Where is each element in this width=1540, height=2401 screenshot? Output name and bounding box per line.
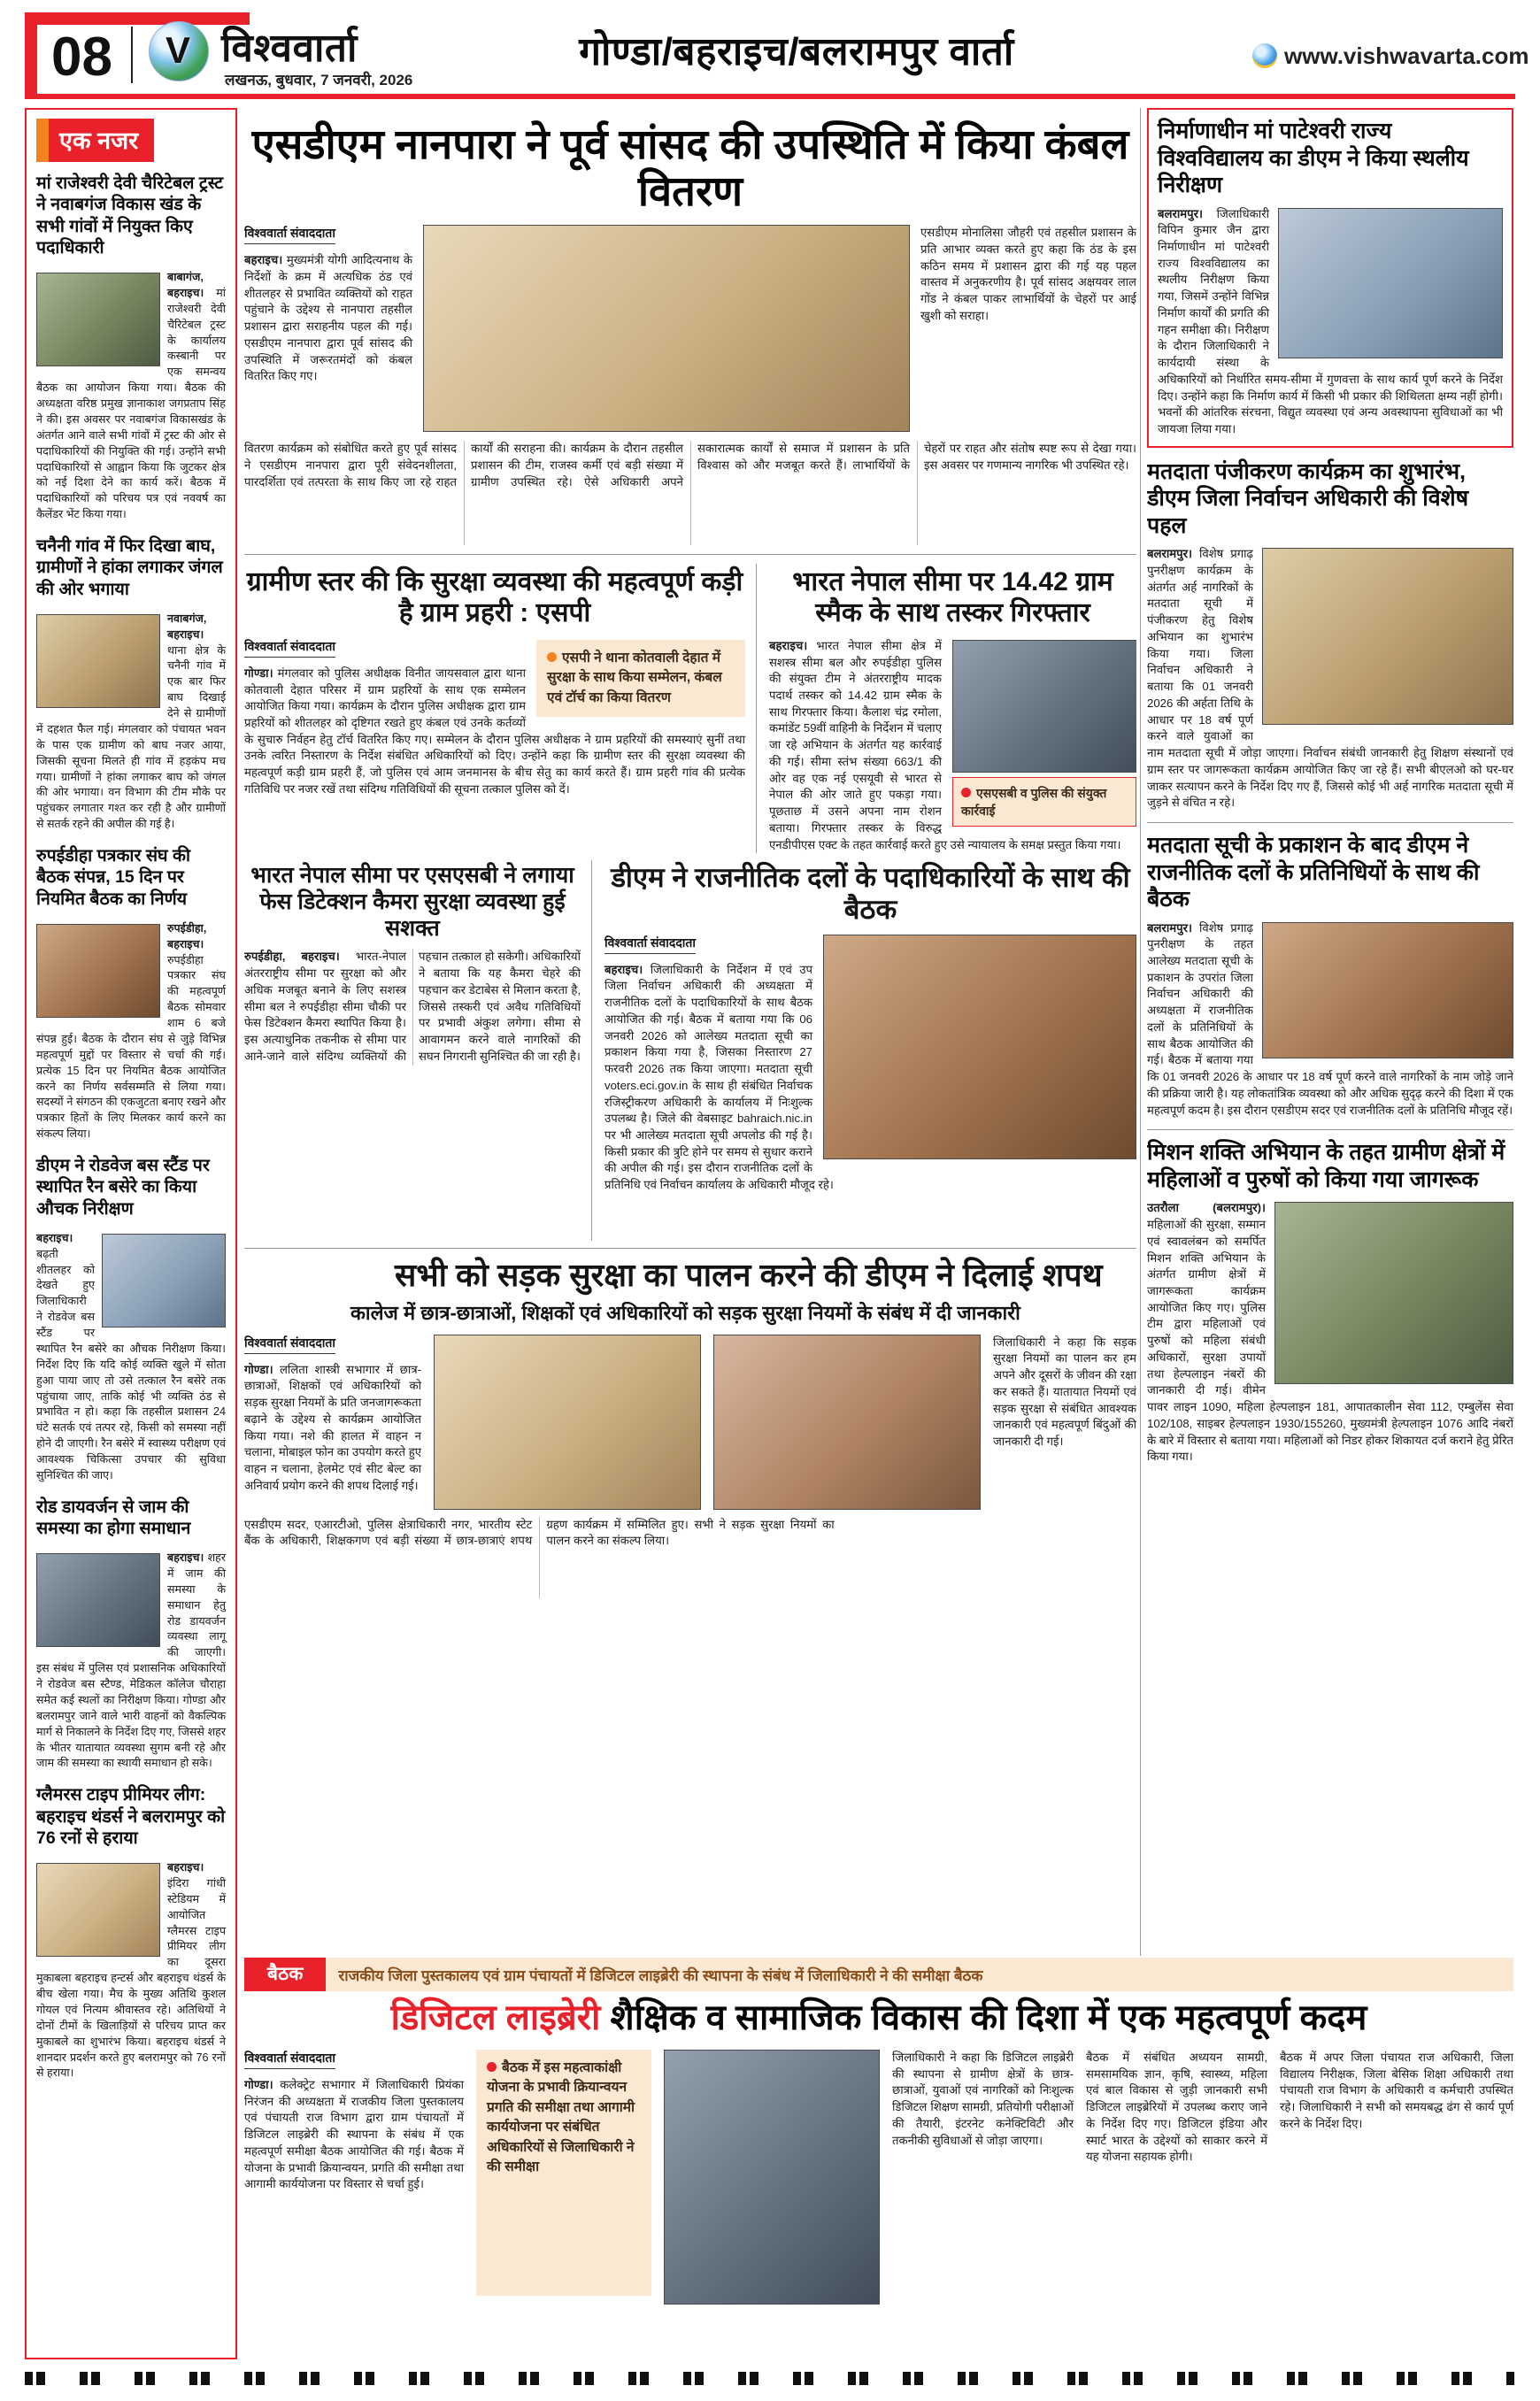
reporter-credit: विश्ववार्ता संवाददाता	[244, 225, 335, 244]
article-body: जिलाधिकारी ने कहा कि डिजिटल लाइब्रेरी की स्थापना से ग्रामीण क्षेत्रों के छात्र-छात्राओं, युवाओं एवं नागरिकों को निःशुल्क डिजिटल शिक्षण सामग्री, प्रतियोगी परीक्षाओं की तैयारी, इंटरनेट कनेक्टिविटी और तकनीकी सुविधाओं से जोड़ा जाएगा।	[892, 2051, 1074, 2147]
logo-globe-icon: V	[149, 21, 209, 81]
article-photo	[823, 935, 1136, 1159]
article-body: जिलाधिकारी विपिन कुमार जैन द्वारा निर्माणाधीन मां पाटेश्वरी राज्य विश्वविद्यालय का स्थलीय निरीक्षण किया गया, जिसमें उन्होंने विभिन्न निर्माण कार्यों की प्रगति की गहन समीक्षा की। निरीक्षण के दौरान जिलाधिकारी ने कार्यदायी संस्था के अधिकारियों को निर्धारित समय-सीमा में गुणवत्ता के साथ कार्य पूर्ण करने के निर्देश दिए। उन्होंने कहा कि निर्माण कार्य में किसी भी प्रकार की शिथिलता क्षम्य नहीं होगी। भवनों की आंतरिक संरचना, विद्युत व्यवस्था एवं अन्य अवस्थापना सुविधाओं का भी जायजा लिया गया।	[1158, 206, 1503, 436]
article-photo	[1274, 1202, 1513, 1384]
article-body: ललिता शास्त्री सभागार में छात्र-छात्राओं, शिक्षकों एवं अधिकारियों को सड़क सुरक्षा नियमों के प्रति जनजागरूकता बढ़ाने के उद्देश्य से कार्यक्रम आयोजित किया गया। नशे की हालत में वाहन न चलाना, मोबाइल फोन का उपयोग करते हुए वाहन न चलाना, हेलमेट एवं सीट बेल्ट का अनिवार्य प्रयोग करने की शपथ दिलाई गई।	[244, 1362, 421, 1492]
article-photo	[664, 2050, 880, 2305]
library-headline: डिजिटल लाइब्रेरी शैक्षिक व सामाजिक विकास की दिशा में एक महत्वपूर्ण कदम	[390, 1998, 1367, 2037]
article-body: थाना क्षेत्र के चनैनी गांव में एक बार फिर बाघ दिखाई देने से ग्रामीणों में दहशत फैल गई। मंगलवार को पंचायत भवन के पास एक ग्रामीण को बाघ नजर आया, जिसकी सूचना मिलते ही गांव में हड़कंप मच गया। ग्रामीणों ने हांका लगाकर बाघ को जंगल की ओर भगाया। वन विभाग की टीम मौके पर पहुंचकर लगातार गश्त कर रही है और ग्रामीणों से सतर्क रहने की अपील की गई है।	[36, 643, 226, 831]
article-headline: रुपईडीहा पत्रकार संघ की बैठक संपन्न, 15 दिन पर नियमित बैठक का निर्णय	[36, 846, 191, 909]
dateline: बहराइच।	[769, 638, 808, 652]
page-number: 08	[51, 27, 112, 88]
article-body: बैठक में संबंधित अध्ययन सामग्री, समसामयिक ज्ञान, कृषि, स्वास्थ्य, महिला एवं बाल विकास से जुड़ी जानकारी सभी डिजिटल लाइब्रेरियों में उपलब्ध कराए जाने के निर्देश दिए गए। डिजिटल इंडिया और स्मार्ट भारत के उद्देश्यों को साकार करने में यह योजना सहायक होगी।	[1086, 2051, 1267, 2164]
article-body: मुख्यमंत्री योगी आदित्यनाथ के निर्देशों के क्रम में अत्यधिक ठंड एवं शीतलहर से प्रभावित व्यक्तियों को राहत पहुंचाने के उद्देश्य से नानपारा तहसील प्रशासन द्वारा सराहनीय पहल की गई। एसडीएम नानपारा द्वारा पूर्व सांसद की उपस्थिति में जरूरतमंदों को कंबल वितरित किए गए।	[244, 253, 412, 383]
article-body: शहर में जाम की समस्या के समाधान हेतु रोड डायवर्जन व्यवस्था लागू की जाएगी। इस संबंध में पुलिस एवं प्रशासनिक अधिकारियों ने रोडवेज बस स्टैण्ड, मेडिकल कॉलेज चौराहा समेत कई स्थलों का निरीक्षण किया। गोण्डा और बलरामपुर जाने वाले भारी वाहनों को वैकल्पिक मार्ग से निकालने के निर्देश दिए गए, जिससे शहर के भीतर यातायात व्यवस्था सुगम बनी रहे और जाम की समस्या का स्थायी समाधान हो सके।	[36, 1551, 226, 1770]
right-column	[1147, 108, 1513, 1956]
dateline: बलरामपुर।	[1158, 206, 1204, 220]
article-photo	[434, 1335, 701, 1510]
band-3	[244, 860, 1136, 1241]
library-story	[244, 1958, 1513, 2358]
divider	[1147, 1129, 1513, 1130]
website-url[interactable]: www.vishwavarta.com	[1284, 42, 1529, 69]
page-number-bracket	[25, 12, 250, 99]
dateline: गोण्डा।	[244, 2078, 273, 2091]
dateline: बहराइच।	[36, 1231, 73, 1244]
print-registration-marks	[25, 2372, 1515, 2385]
article-photo	[952, 640, 1136, 773]
article-photo	[36, 614, 160, 708]
dateline: बहराइच।	[244, 253, 283, 267]
bullet-icon	[961, 788, 971, 797]
brand-title: विश्ववार्ता	[221, 27, 358, 70]
road-safety-story	[244, 1248, 1136, 1597]
main-content	[244, 108, 1136, 1956]
bullet-icon	[487, 2062, 497, 2072]
dateline: बलरामपुर।	[1147, 920, 1193, 935]
article-body: जिलाधिकारी ने कहा कि सड़क सुरक्षा नियमों का पालन कर हम अपने और दूसरों के जीवन की रक्षा कर सकते हैं। यातायात नियमों एवं सड़क सुरक्षा से संबंधित आवश्यक जानकारी एवं महत्वपूर्ण बिंदुओं की जानकारी दी गई।	[993, 1335, 1136, 1449]
article-photo	[423, 225, 910, 432]
left-article-1	[36, 173, 226, 523]
masthead-title: गोण्डा/बहराइच/बलरामपुर वार्ता	[579, 30, 1014, 73]
article-headline: ग्रामीण स्तर की कि सुरक्षा व्यवस्था की महत्वपूर्ण कड़ी है ग्राम प्रहरी : एसपी	[246, 567, 743, 628]
article-headline: भारत नेपाल सीमा पर एसएसबी ने लगाया फेस डिटेक्शन कैमरा सुरक्षा व्यवस्था हुई सशक्त	[250, 863, 574, 942]
article-body: मां राजेश्वरी देवी चैरिटेबल ट्रस्ट के कार्यालय कस्बानी पर एक समन्वय बैठक का आयोजन किया गया। बैठक की अध्यक्षता वरिष्ठ प्रमुख ज्ञानाकाश जगप्रताप सिंह ने की। इस अवसर पर नवाबगंज विकासखंड के अंतर्गत आने वाले सभी गांवों में ट्रस्ट की ओर से पदाधिकारियों की नियुक्ति की गई। उन्होंने सभी पदाधिकारियों से आह्वान किया कि जुटकर क्षेत्र को नई दिशा देने का कार्य करें। बैठक में पदाधिकारियों को परिचय पत्र एवं नववर्ष का कैलेंडर भेंट किया गया।	[36, 286, 226, 521]
dateline: बहराइच।	[167, 1551, 204, 1565]
article-headline: भारत नेपाल सीमा पर 14.42 ग्राम स्मैक के साथ तस्कर गिरफ्तार	[792, 567, 1113, 628]
lead-story-continued: वितरण कार्यक्रम को संबोधित करते हुए पूर्व सांसद ने एसडीएम नानपारा द्वारा पूरी संवेदनशीलता, पारदर्शिता एवं तत्परता के साथ किए जा रहे राहत कार्यों की सराहना की। कार्यक्रम के दौरान तहसील प्रशासन की टीम, राजस्व कर्मी एवं बड़ी संख्या में ग्रामीण उपस्थित रहे। ऐसे अधिकारी अपने सकारात्मक कार्यों से समाज में प्रशासन के प्रति विश्वास को और मजबूत करते हैं। लाभार्थियों के चेहरों पर राहत और संतोष स्पष्ट रूप से देखा गया। इस अवसर पर गणमान्य नागरिक भी उपस्थित रहे।	[244, 442, 1136, 489]
right-article-4	[1147, 1139, 1513, 1466]
left-article-5	[36, 1497, 226, 1773]
section-tag: बैठक	[244, 1958, 326, 1991]
headline-highlight: डिजिटल लाइब्रेरी	[390, 1998, 601, 2037]
dateline: बलरामपुर।	[1147, 547, 1193, 561]
article-headline: निर्माणाधीन मां पाटेश्वरी राज्य विश्वविद्यालय का डीएम ने किया स्थलीय निरीक्षण	[1158, 119, 1469, 197]
article-photo	[1278, 208, 1503, 358]
page-header	[0, 0, 1540, 99]
article-headline: मां राजेश्वरी देवी चैरिटेबल ट्रस्ट ने नवाबगंज विकास खंड के सभी गांवों में नियुक्त किए पदाधिकारी	[36, 173, 224, 258]
dateline: बाबागंज, बहराइच।	[167, 271, 204, 299]
right-article-2	[1147, 458, 1513, 812]
article-body: रुपईडीहा पत्रकार संघ की महत्वपूर्ण बैठक सोमवार शाम 6 बजे संपन्न हुई। बैठक के दौरान संघ से जुड़े विभिन्न महत्वपूर्ण मुद्दों पर विस्तार से चर्चा की गई। प्रत्येक 15 दिन पर नियमित बैठक आयोजित करने का निर्णय सर्वसम्मति से लिया गया। सदस्यों ने संगठन की एकजुटता बनाए रखने और पत्रकार हितों के लिए मिलकर कार्य करने का संकल्प लिया।	[36, 953, 226, 1141]
article-body: विशेष प्रगाढ़ पुनरीक्षण के तहत आलेख्य मतदाता सूची के प्रकाशन के उपरांत जिला निर्वाचन अधिकारी की अध्यक्षता में राजनीतिक दलों के प्रतिनिधियों के साथ बैठक आयोजित की गई। बैठक में बताया गया कि 01 जनवरी 2026 के आधार पर 18 वर्ष पूर्ण करने वाले नागरिकों के नाम जोड़े जाने की प्रक्रिया जारी है। यह लोकतांत्रिक व्यवस्था को और अधिक सुदृढ़ करने की दिशा में एक महत्वपूर्ण कदम है। इस दौरान एसडीएम सदर एवं राजनीतिक दलों के प्रतिनिधि मौजूद रहें।	[1147, 920, 1513, 1117]
article-body: जिलाधिकारी के निर्देशन में एवं उप जिला निर्वाचन अधिकारी की अध्यक्षता में राजनीतिक दलों के पदाधिकारियों के साथ बैठक आयोजित की गई। बैठक में बताया गया कि 06 जनवरी 2026 को आलेख्य मतदाता सूची का प्रकाशन किया गया है, जिसका निस्तारण 27 फरवरी 2026 तक किया जाएगा। मतदाता सूची voters.eci.gov.in के साथ ही संबंधित निर्वाचक रजिस्ट्रीकरण अधिकारी के कार्यालय में निःशुल्क उपलब्ध है। जिले की वेबसाइट bahraich.nic.in पर भी आलेख्य मतदाता सूची अपलोड की गई है। किसी प्रकार की त्रुटि होने पर समय से सुधार कराने की अपील की गई। इस दौरान राजनीतिक दलों के प्रतिनिधि एवं निर्वाचन कार्यालय के अधिकारी मौजूद रहे।	[604, 962, 834, 1192]
article-subhead: कालेज में छात्र-छात्राओं, शिक्षकों एवं अधिकारियों को सड़क सुरक्षा नियमों के संबंध में दी जानकारी	[350, 1301, 1020, 1324]
strip-headline: राजकीय जिला पुस्तकालय एवं ग्राम पंचायतों में डिजिटल लाइब्रेरी की स्थापना के संबंध में जिलाधिकारी ने की समीक्षा बैठक	[326, 1958, 1513, 1991]
bullet-icon	[547, 652, 557, 662]
dateline: रुपईडीहा, बहराइच।	[244, 950, 340, 964]
dateline: बहराइच।	[167, 1861, 204, 1874]
one-look-column	[25, 108, 237, 2359]
article-headline: चनैनी गांव में फिर दिखा बाघ, ग्रामीणों ने हांका लगाकर जंगल की ओर भगाया	[36, 536, 223, 599]
left-article-3	[36, 845, 226, 1143]
dateline: बहराइच।	[604, 962, 643, 976]
article-photo	[36, 1553, 160, 1647]
dateline: उतरौला (बलरामपुर)।	[1147, 1201, 1266, 1215]
reporter-credit: विश्ववार्ता संवाददाता	[244, 2050, 335, 2069]
reporter-credit: विश्ववार्ता संवाददाता	[604, 935, 696, 954]
header-rule	[25, 94, 1515, 99]
article-body: बैठक में अपर जिला पंचायत राज अधिकारी, जिला विद्यालय निरीक्षक, जिला बेसिक शिक्षा अधिकारी तथा पंचायती राज विभाग के अधिकारी व कर्मचारी उपस्थित रहे। जिलाधिकारी ने सभी को समयबद्ध ढंग से कार्य पूर्ण करने के निर्देश दिए।	[1280, 2051, 1513, 2130]
reporter-credit: विश्ववार्ता संवाददाता	[244, 638, 335, 658]
meeting-strip	[244, 1958, 1513, 1991]
highlight-box: एसपी ने थाना कोतवाली देहात में सुरक्षा के साथ किया सम्मेलन, कंबल एवं टॉर्च का किया वितरण	[536, 640, 745, 717]
article-body: विशेष प्रगाढ़ पुनरीक्षण कार्यक्रम के अंतर्गत अर्ह नागरिकों के मतदाता सूची में पंजीकरण हेतु विशेष अभियान का शुभारंभ किया गया। जिला निर्वाचन अधिकारी ने बताया कि 01 जनवरी 2026 की अर्हता तिथि के आधार पर 18 वर्ष पूर्ण करने वाले युवाओं का नाम मतदाता सूची में जोड़ा जाएगा। निर्वाचन संबंधी जानकारी हेतु शिक्षण संस्थानों एवं ग्राम स्तर पर जागरूकता कार्यक्रम आयोजित किए जा रहे हैं। सभी बीएलओ को घर-घर जाकर सत्यापन करने के निर्देश दिए गए हैं, जिससे कोई भी अर्ह नागरिक मतदाता सूची में जुड़ने से वंचित न रहे।	[1147, 547, 1513, 810]
divider	[244, 554, 1136, 555]
road-safety-continued: एसडीएम सदर, एआरटीओ, पुलिस क्षेत्राधिकारी नगर, भारतीय स्टेट बैंक के अधिकारी, शिक्षकगण एवं बड़ी संख्या में छात्र-छात्राएं शपथ ग्रहण कार्यक्रम में सम्मिलित हुए। सभी ने सड़क सुरक्षा नियमों का पालन करने का संकल्प लिया।	[244, 1517, 835, 1548]
sp-story	[244, 564, 756, 853]
reporter-credit: विश्ववार्ता संवाददाता	[244, 1335, 335, 1354]
article-photo	[36, 924, 160, 1018]
column-rule	[1140, 108, 1141, 1956]
article-photo	[1262, 922, 1513, 1058]
library-body	[244, 2050, 1513, 2305]
divider	[1147, 822, 1513, 823]
article-body: बढ़ती शीतलहर को देखते हुए जिलाधिकारी ने रोडवेज बस स्टैंड पर स्थापित रैन बसेरे का औचक निरीक्षण किया। निर्देश दिए कि यदि कोई व्यक्ति खुले में सोता हुआ पाया जाए तो उसे तत्काल रैन बसेरे तक पहुंचाया जाए, ताकि कोई भी व्यक्ति ठंड से प्रभावित न हो। कहा कि तहसील प्रशासन 24 घंटे सतर्क एवं तत्पर रहे, किसी को समस्या नहीं होने दी जाएगी। रैन बसेरे में स्वास्थ्य परीक्षण एवं आवश्यक चिकित्सा उपचार की सुविधा सुनिश्चित की जाए।	[36, 1247, 226, 1481]
header-divider	[131, 27, 133, 83]
dateline: गोण्डा।	[244, 666, 273, 680]
right-article-3	[1147, 832, 1513, 1119]
article-headline: मिशन शक्ति अभियान के तहत ग्रामीण क्षेत्रों में महिलाओं व पुरुषों को किया गया जागरूक	[1147, 1140, 1505, 1192]
article-body: इंदिरा गांधी स्टेडियम में आयोजित ग्लैमरस टाइप प्रीमियर लीग का दूसरा मुकाबला बहराइच हन्टर्स और बहराइच थंडर्स के बीच खेला गया। मैच के मुख्य अतिथि कुशल गोयल एवं नित्यम श्रीवास्तव रहे। अतिथियों ने दोनों टीमों के खिलाड़ियों से परिचय प्राप्त कर मुकाबले का शुभारंभ किया। बहराइच थंडर्स ने शानदार प्रदर्शन करते हुए बलरामपुर को 76 रनों से हराया।	[36, 1876, 226, 2080]
left-article-4	[36, 1155, 226, 1484]
article-body: मंगलवार को पुलिस अधीक्षक विनीत जायसवाल द्वारा थाना कोतवाली देहात परिसर में ग्राम प्रहरियों के साथ एक सम्मेलन आयोजित किया गया। कार्यक्रम के दौरान पुलिस अधीक्षक द्वारा ग्राम प्रहरियों को शीतलहर को दृष्टिगत रखते हुए कंबल एवं उनके कर्तव्यों के सुचारु निर्वहन हेतु टॉर्च वितरित किए गए। सम्मेलन के दौरान पुलिस अधीक्षक ने ग्राम प्रहरियों की समस्याएं सुनीं तथा उनके त्वरित निस्तारण के निर्देश संबंधित अधिकारियों को दिए। उन्होंने कहा कि ग्रामीण स्तर की सुरक्षा व्यवस्था की महत्वपूर्ण कड़ी ग्राम प्रहरी हैं, जो पुलिस एवं आम जनमानस के बीच सेतु का कार्य करते हैं। ग्राम प्रहरी गांव की प्रत्येक गतिविधि पर नजर रखें तथा संदिग्ध गतिविधियों की सूचना तत्काल पुलिस को दें।	[244, 666, 745, 796]
left-article-2	[36, 535, 226, 833]
article-body: महिलाओं की सुरक्षा, सम्मान एवं स्वावलंबन को समर्पित मिशन शक्ति अभियान के अंतर्गत ग्रामीण क्षेत्रों में जागरूकता कार्यक्रम आयोजित किए गए। पुलिस टीम द्वारा महिलाओं एवं पुरुषों को महिला संबंधी अधिकारों, सुरक्षा उपायों तथा हेल्पलाइन नंबरों की जानकारी दी गई। वीमेन पावर लाइन 1090, महिला हेल्पलाइन 181, आपातकालीन सेवा 112, एम्बुलेंस सेवा 102/108, साइबर हेल्पलाइन 1930/155260, मुख्यमंत्री हेल्पलाइन 1076 आदि नंबरों के बारे में विस्तार से बताया गया। महिलाओं को निडर होकर शिकायत दर्ज कराने हेतु प्रेरित किया गया।	[1147, 1218, 1513, 1464]
article-photo	[713, 1335, 981, 1510]
dm-parties-story	[591, 860, 1136, 1241]
dateline: गोण्डा।	[244, 1362, 273, 1376]
article-photo	[102, 1234, 226, 1327]
article-body: कलेक्ट्रेट सभागार में जिलाधिकारी प्रियंका निरंजन की अध्यक्षता में राजकीय जिला पुस्तकालय एवं पंचायती राज विभाग द्वारा ग्राम पंचायतों में डिजिटल लाइब्रेरी की स्थापना के संबंध में एक महत्वपूर्ण समीक्षा बैठक आयोजित की गई। बैठक में योजना के प्रभावी क्रियान्वयन, प्रगति की समीक्षा तथा आगामी कार्ययोजना पर विस्तार से चर्चा हुई।	[244, 2078, 464, 2191]
article-headline: ग्लैमरस टाइप प्रीमियर लीग: बहराइच थंडर्स ने बलरामपुर को 76 रनों से हराया	[36, 1785, 226, 1849]
website	[1252, 42, 1528, 70]
article-headline: डीएम ने रोडवेज बस स्टैंड पर स्थापित रैन बसेरे का किया औचक निरीक्षण	[36, 1156, 210, 1219]
ssb-camera-story	[244, 860, 591, 1241]
right-article-1	[1147, 108, 1513, 448]
article-body: भारत-नेपाल अंतरराष्ट्रीय सीमा पर सुरक्षा को और अधिक मजबूत बनाने के लिए सशस्त्र सीमा बल ने रुपईडीहा सीमा चौकी पर फेस डिटेक्शन कैमरा स्थापित किया है। इस अत्याधुनिक तकनीक से सीमा पार आने-जाने वाले संदिग्ध व्यक्तियों की पहचान तत्काल हो सकेगी। अधिकारियों ने बताया कि यह कैमरा चेहरे की पहचान कर डेटाबेस से मिलान करता है, जिससे तस्करी एवं अवैध गतिविधियों पर प्रभावी अंकुश लगेगा। सीमा से आवागमन करने वाले नागरिकों की सघन निगरानी सुनिश्चित की जा रही है।	[244, 950, 581, 1063]
highlight-box: बैठक में इस महत्वाकांक्षी योजना के प्रभावी क्रियान्वयन प्रगति की समीक्षा तथा आगामी कार्ययोजना पर संबंधित अधिकारियों से जिलाधिकारी ने की समीक्षा	[476, 2050, 651, 2296]
edition-line: लखनऊ, बुधवार, 7 जनवरी, 2026	[225, 72, 413, 88]
article-headline: डीएम ने राजनीतिक दलों के पदाधिकारियों के साथ की बैठक	[611, 862, 1130, 925]
lead-headline: एसडीएम नानपारा ने पूर्व सांसद की उपस्थिति में किया कंबल वितरण	[251, 120, 1129, 215]
photo-with-label	[952, 640, 1136, 827]
browser-icon	[1252, 43, 1277, 68]
article-headline: मतदाता पंजीकरण कार्यक्रम का शुभारंभ, डीएम जिला निर्वाचन अधिकारी की विशेष पहल	[1147, 458, 1469, 538]
lead-story	[244, 225, 1136, 432]
article-headline: सभी को सड़क सुरक्षा का पालन करने की डीएम ने दिलाई शपथ	[395, 1257, 1103, 1294]
article-photo	[36, 273, 160, 366]
article-headline: मतदाता सूची के प्रकाशन के बाद डीएम ने राजनीतिक दलों के प्रतिनिधियों के साथ की बैठक	[1147, 833, 1480, 912]
dateline: रुपईडीहा, बहराइच।	[167, 921, 207, 950]
photo-label: एसएसबी व पुलिस की संयुक्त कार्रवाई	[952, 777, 1136, 827]
dateline: नवाबगंज, बहराइच।	[167, 612, 207, 641]
article-photo	[36, 1863, 160, 1957]
article-headline: रोड डायवर्जन से जाम की समस्या का होगा समाधान	[36, 1497, 191, 1539]
article-photo	[1262, 548, 1513, 725]
article-body: एसडीएम मोनालिसा जौहरी एवं तहसील प्रशासन के प्रति आभार व्यक्त करते हुए कहा कि ठंड के इस कठिन समय में प्रशासन द्वारा की गई यह पहल वास्तव में अनुकरणीय है। पूर्व सांसद अक्षयवर लाल गोंड ने कंबल पाकर लाभार्थियों के चेहरों पर आई खुशी को सराहा।	[920, 226, 1136, 322]
smack-story	[756, 564, 1136, 853]
article-body: भारत नेपाल सीमा क्षेत्र में सशस्त्र सीमा बल और रुपईडीहा पुलिस की संयुक्त टीम ने अंतरराष्ट्रीय मादक पदार्थ तस्कर को 14.42 ग्राम स्मैक के साथ गिरफ्तार किया। कैलाश चंद्र रमोला, कमांडेंट 59वीं वाहिनी के निर्देशन में चलाए जा रहे अभियान के अंतर्गत यह कार्रवाई की गई। सीमा स्तंभ संख्या 663/1 की ओर वह एक नई एसयूवी से भारत से नेपाल की ओर जाते हुए पकड़ा गया। पूछताछ में उसने अपना नाम रोशन बताया। गिरफ्तार तस्कर के विरुद्ध एनडीपीएस एक्ट के तहत कार्रवाई करते हुए उसे न्यायालय के समक्ष प्रस्तुत किया गया।	[769, 638, 1121, 851]
section-banner: एक नजर	[49, 119, 154, 162]
left-article-6	[36, 1784, 226, 2082]
band-2	[244, 564, 1136, 853]
